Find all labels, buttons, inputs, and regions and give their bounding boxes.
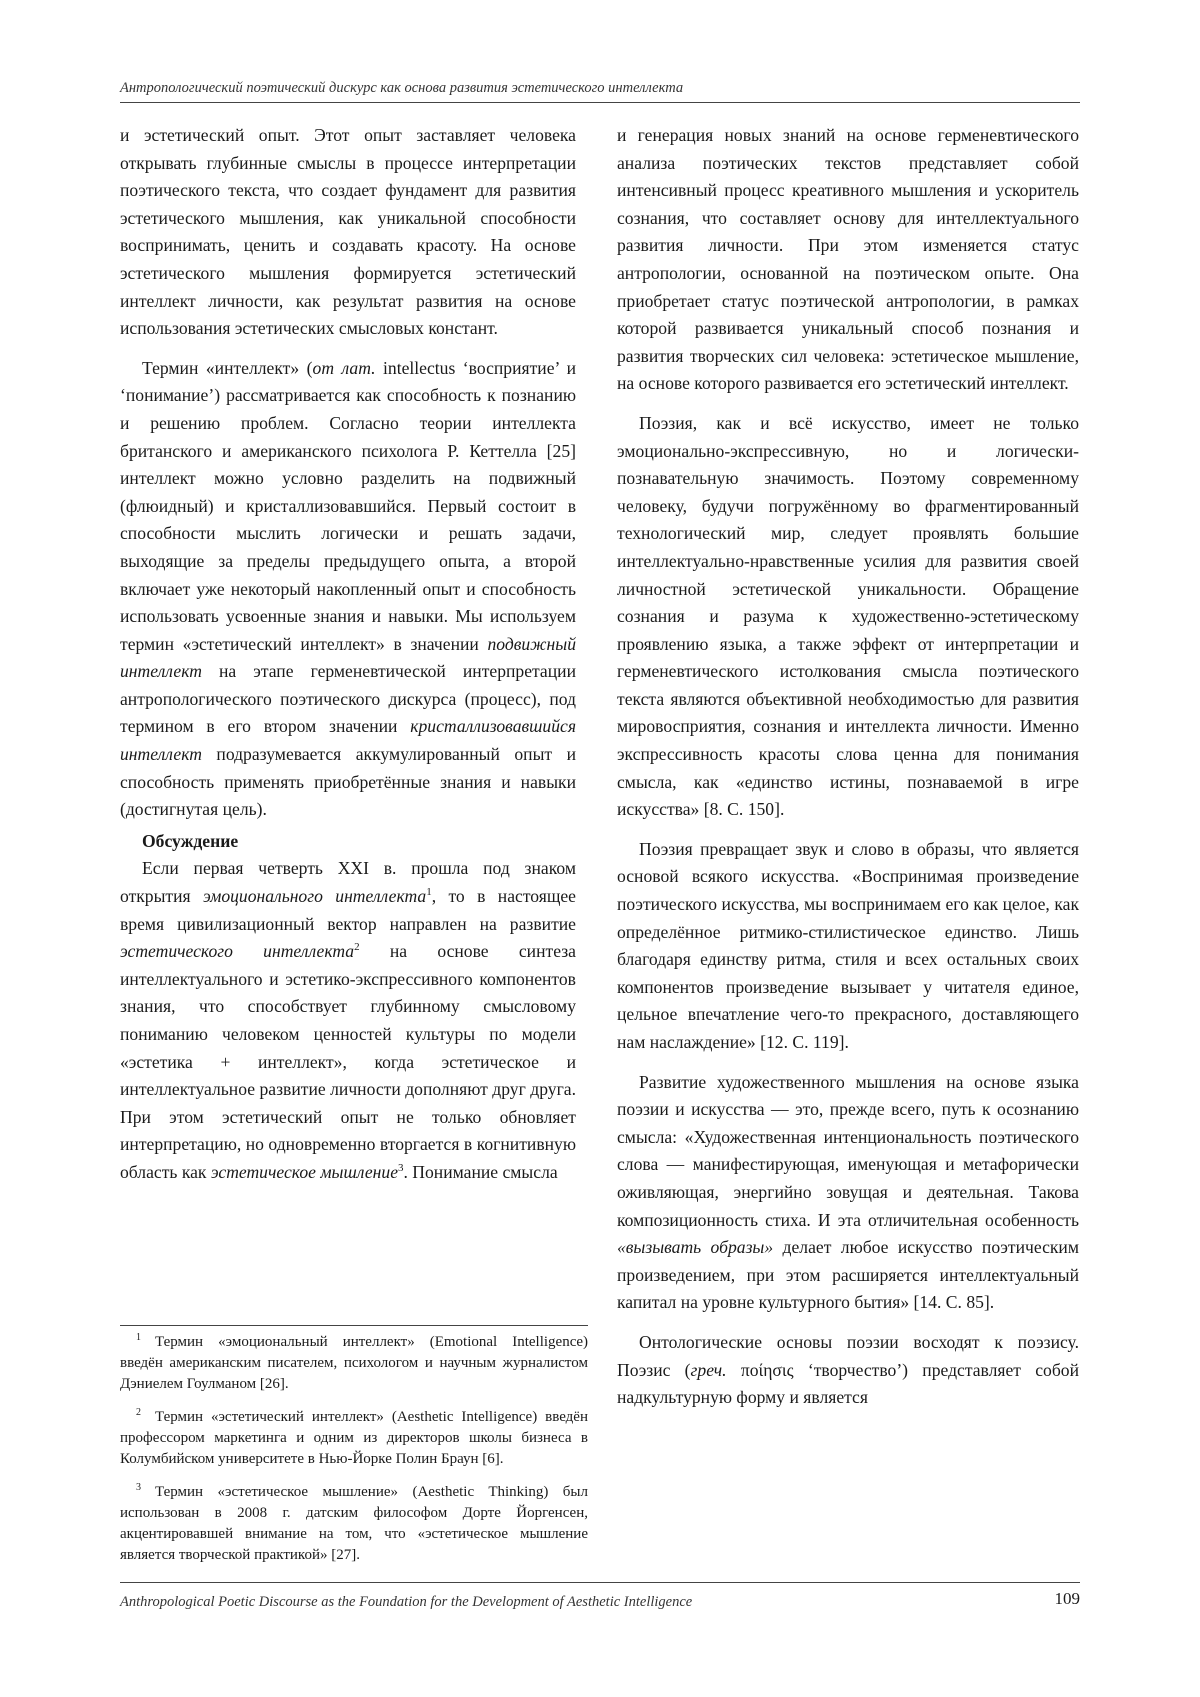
text: Если первая четверть XXI в. прошла под знаком открытия [120,858,576,907]
page-footer [120,1582,1080,1611]
running-head: Антропологический поэтический дискурс как основа развития эстетического интеллекта [120,78,1080,103]
text: Термин «интеллект» ( [142,357,313,378]
text: Онтологические основы поэзии восходят к поэзису. Поэзис ( [617,1331,1079,1380]
footnotes [120,1325,588,1578]
text: на основе синтеза интеллектуального и эстетико-экспрессивного компонентов знания, что способствует глубинному смысловому пониманию человеком ценностей культуры по модели «эстетика + интеллект», когда эстетическое и интеллектуальное развитие личности дополняют друг друга. При этом эстетический опыт не только обновляет интерпретацию, но одновременно вторгается в когнитивную область как [120,941,576,1182]
footnote-number: 1 [136,1332,141,1343]
footnote-text: Термин «эстетический интеллект» (Aesthetic Intelligence) введён профессором маркетинга и одним из директоров школы бизнеса в Колумбийском университете в Нью-Йорке Полин Браун [6]. [120,1409,588,1467]
section-heading: Обсуждение [142,830,239,851]
text: ποίησις ‘творчество’) представляет собой надкультурную форму и является [617,1359,1079,1408]
right-column [617,122,1079,1412]
page-number: 109 [1054,1589,1080,1608]
emphasis: от лат. [312,357,376,378]
emphasis: кристаллизовавшийся интеллект [120,716,576,765]
text: на этапе герменевтической интерпретации антропологического поэтического дискурса (процесс), под термином в его втором значении [120,661,576,737]
emphasis: греч. [690,1359,727,1380]
paragraph: и генерация новых знаний на основе герменевтического анализа поэтических текстов представляет собой интенсивный процесс креативного мышления и ускоритель сознания, что составляет основу для интеллектуального развития личности. При этом изменяется статус антропологии, основанной на поэтическом опыте. Она приобретает статус поэтической антропологии, в рамках которой развивается уникальный способ познания и развития творческих сил человека: эстетическое мышление, на основе которого развивается его эстетический интеллект. [617,125,1079,394]
footnote-text: Термин «эстетическое мышление» (Aesthetic Thinking) был использован в 2008 г. датским философом Дорте Йоргенсен, акцентировавшей внимание на том, что «эстетическое мышление является творческой практикой» [27]. [120,1484,588,1563]
footnote [120,1482,588,1566]
text: . Понимание смысла [403,1161,558,1182]
text: , то в настоящее время цивилизационный вектор направлен на развитие [120,886,576,934]
emphasis: эстетическое мышление [210,1161,398,1182]
text: подразумевается аккумулированный опыт и способность применять приобретённые знания и навыки (достигнутая цель). [120,744,576,820]
emphasis: эстетического интеллекта [120,941,355,962]
footnote-number: 2 [136,1407,141,1418]
footnote [120,1407,588,1470]
footer-title: Anthropological Poetic Discourse as the Foundation for the Development of Aesthetic Intelligence [120,1594,693,1610]
paragraph [617,1069,1079,1317]
footnote-text: Термин «эмоциональный интеллект» (Emotional Intelligence) введён американским писателем, психологом и научным журналистом Дэниелем Гоулманом [26]. [120,1334,588,1392]
footnote-number: 3 [136,1482,141,1493]
paragraph: Поэзия, как и всё искусство, имеет не только эмоционально-экспрессивную, но и логически-познавательную значимость. Поэтому современному человеку, будучи погружённому во фрагментированный технологический мир, следует проявлять большие интеллектуально-нравственные усилия для развития своей личностной эстетической уникальности. Обращение сознания и разума к художественно-эстетическому проявлению языка, а также эффект от интерпретации и герменевтического истолкования смысла поэтического текста являются объективной необходимостью для развития мировосприятия, сознания и интеллекта личности. Именно экспрессивность красоты слова ценна для понимания смысла, как «единство истины, познаваемой в игре искусства» [8. С. 150]. [617,412,1079,820]
text: intellectus ‘восприятие’ и ‘понимание’) рассматривается как способность к познанию и решению проблем. Согласно теории интеллекта британского и американского психолога Р. Кеттелла [25] интеллект можно условно разделить на подвижный (флюидный) и кристаллизовавшийся. Первый состоит в способности мыслить логически и решать задачи, выходящие за пределы предыдущего опыта, а второй включает уже некоторый накопленный опыт и способность использовать усвоенные знания и навыки. Мы используем термин «эстетический интеллект» в значении [120,357,576,654]
text: Развитие художественного мышления на основе языка поэзии и искусства — это, прежде всего, путь к осознанию смысла: «Художественная интенциональность поэтического слова — манифестирующая, именующая и метафорически оживляющая, энергийно зовущая и деятельная. Такова композиционность стиха. И эта отличительная особенность [617,1071,1079,1230]
left-column [120,122,576,1187]
paragraph: Поэзия превращает звук и слово в образы, что является основой всякого искусства. «Воспринимая произведение поэтического искусства, мы воспринимаем его как целое, как определённое ритмико-стилистическое единство. Лишь благодаря единству ритма, стиля и всех остальных своих компонентов произведение вызывает у читателя единое, цельное впечатление чего-то прекрасного, доставляющего нам наслаждение» [12. С. 119]. [617,838,1079,1052]
footnote [120,1332,588,1395]
emphasis: эмоционального интеллекта [203,886,427,907]
paragraph [120,855,576,1186]
text: делает любое искусство поэтическим произведением, при этом расширяется интеллектуальный капитал на уровне культурного бытия» [14. С. 85]. [617,1237,1079,1313]
emphasis: «вызывать образы» [617,1237,774,1258]
footnote-ref[interactable]: 1 [426,886,432,899]
paragraph [120,355,576,824]
footnote-ref[interactable]: 2 [354,941,360,954]
footnote-ref[interactable]: 3 [398,1162,404,1175]
paragraph: и эстетический опыт. Этот опыт заставляет человека открывать глубинные смыслы в процессе интерпретации поэтического текста, что создает фундамент для развития эстетического мышления, как уникальной способности воспринимать, ценить и создавать красоту. На основе эстетического мышления формируется эстетический интеллект личности, как результат развития на основе использования эстетических смысловых констант. [120,125,576,339]
emphasis: подвижный интеллект [120,633,576,682]
paragraph [617,1329,1079,1412]
